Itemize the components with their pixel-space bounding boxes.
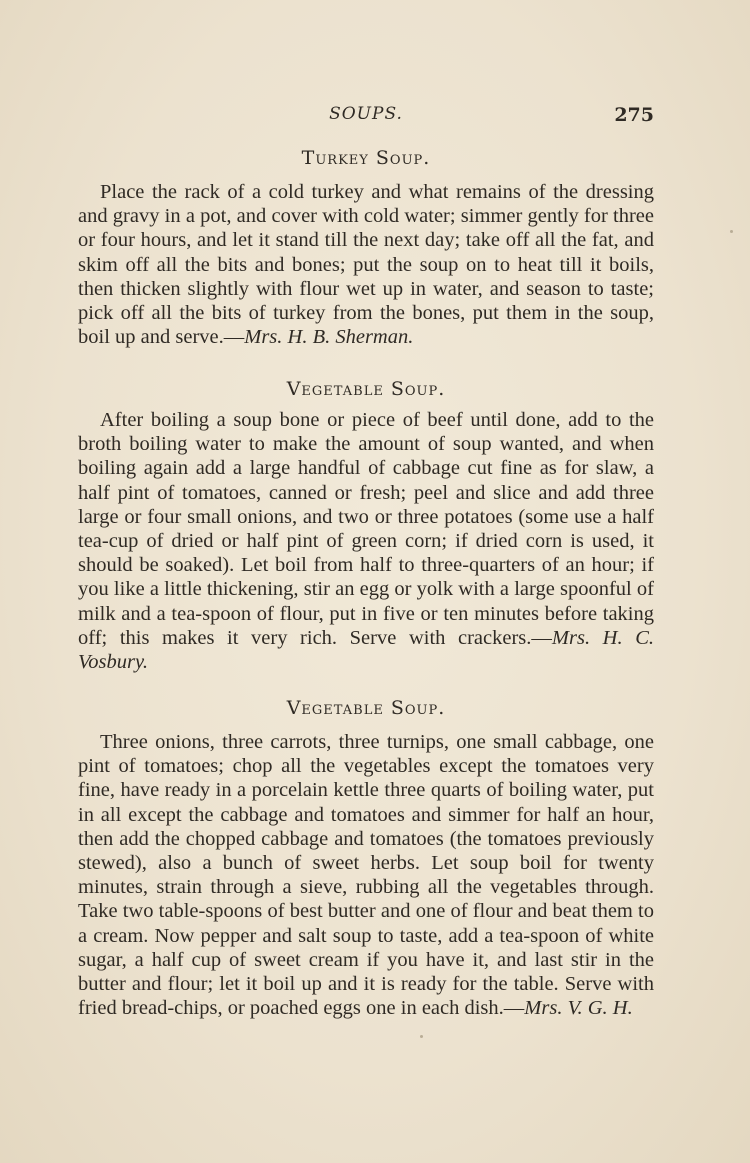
paper-speck [730,230,733,233]
recipe-body: Three onions, three carrots, three turnips, one small cabbage, one pint of tomatoes; chop all the vegetables except the tomatoes very fine, have ready in a porcelain kettle three quarts of boiling water, put in all except the cabbage and tomatoes and simmer for half an hour, then add the chopped cabbage and tomatoes (the tomatoes previously stewed), also a bunch of sweet herbs. Let soup boil for twenty minutes, strain through a sieve, rubbing all the vegetables through. Take two table-spoons of best butter and one of flour and beat them to a cream. Now pepper and salt soup to taste, add a tea-spoon of white sugar, a half cup of sweet cream if you have it, and last stir in the butter and flour; let it boil up and it is ready for the table. Serve with fried bread-chips, or poached eggs one in each dish.— [78,731,654,1020]
recipe-title-vegetable-soup-1: Vegetable Soup. [286,378,446,400]
page-header [78,104,654,128]
running-head: SOUPS. [329,104,403,124]
recipe-text-vegetable-soup-2 [78,730,654,1020]
recipe-body: Place the rack of a cold turkey and what remains of the dressing and gravy in a pot, and cover with cold water; simmer gently for three or four hours, and let it stand till the next day; take off all the fat, and skim off all the bits and bones; put the soup on to heat till it boils, then thicken slightly with flour wet up in water, and season to taste; pick off all the bits of turkey from the bones, put them in the soup, boil up and serve.— [78,181,654,349]
recipe-title-turkey-soup: Turkey Soup. [301,147,431,169]
recipe-author: Mrs. H. C. Vosbury. [78,626,655,674]
paper-speck [420,1035,423,1038]
recipe-title-vegetable-soup-2: Vegetable Soup. [286,697,446,719]
recipe-author: Mrs. H. B. Sherman. [244,326,414,349]
recipe-text-vegetable-soup-1 [78,408,654,674]
recipe-text-turkey-soup [78,180,654,349]
page-number: 275 [614,104,654,126]
recipe-author: Mrs. V. G. H. [524,997,633,1020]
recipe-body: After boiling a soup bone or piece of beef until done, add to the broth boiling water to make the amount of soup wanted, and when boiling again add a large handful of cabbage cut fine as for slaw, a half pint of tomatoes, canned or fresh; peel and slice and add three large or four small onions, and two or three potatoes (some use a half tea-cup of dried or half pint of green corn; if dried corn is used, it should be soaked). Let boil from half to three-quarters of an hour; if you like a little thickening, stir an egg or yolk with a large spoonful of milk and a tea-spoon of flour, put in five or ten minutes before taking off; this makes it very rich. Serve with crackers.— [78,409,654,649]
